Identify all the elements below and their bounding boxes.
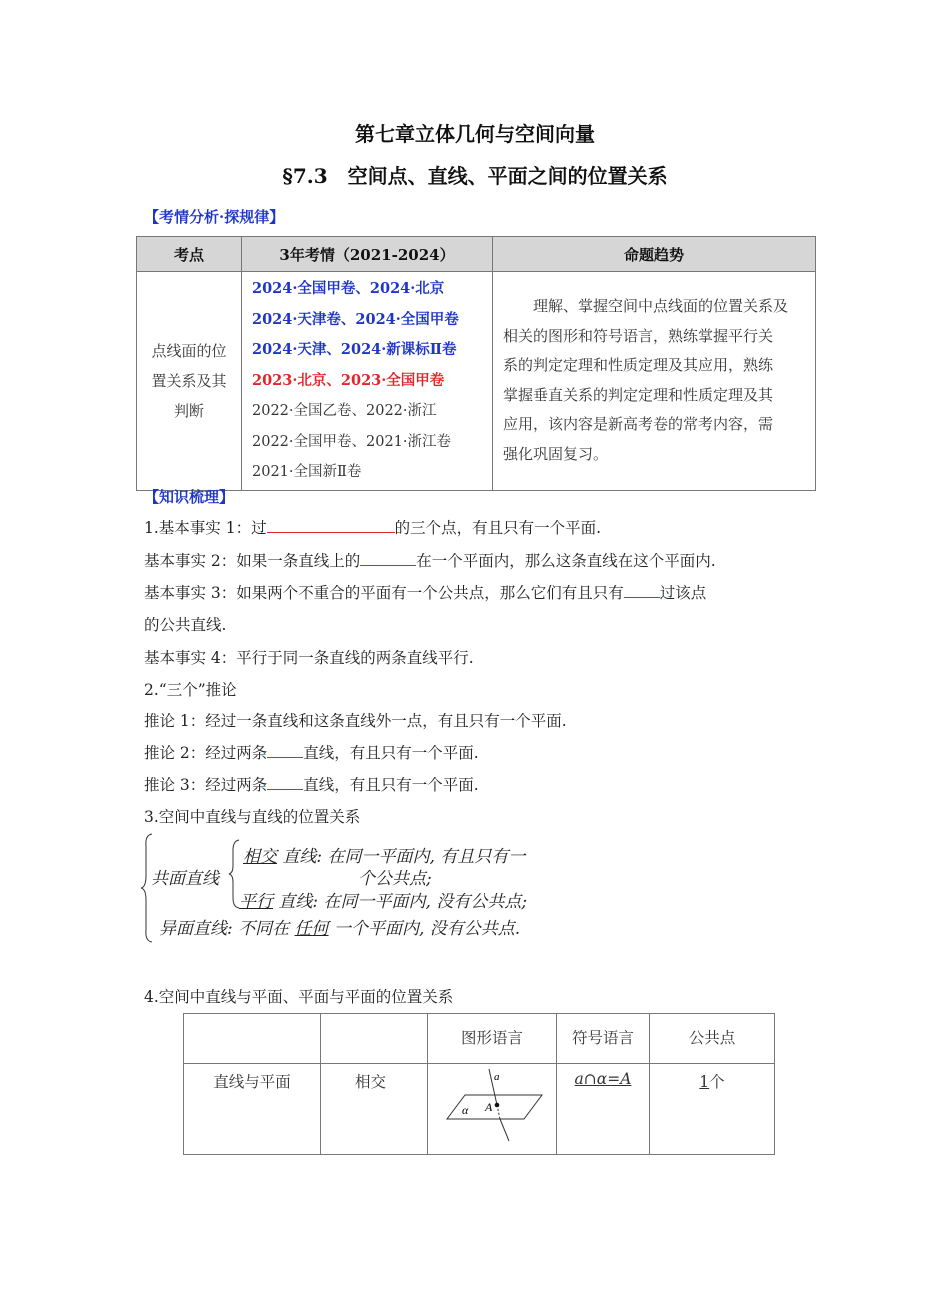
basic-fact-4: 基本事实 4：平行于同一条直线的两条直线平行.	[144, 649, 474, 667]
exam-year-entry: 2024·天津卷、2024·全国甲卷	[252, 310, 459, 328]
skew-lines-row	[159, 914, 520, 939]
subheading-line-relations: 3.空间中直线与直线的位置关系	[144, 808, 361, 826]
exam-year-entry: 2024·全国甲卷、2024·北京	[252, 280, 445, 297]
common-count: 1	[699, 1073, 710, 1091]
fig-plane-label: α	[462, 1103, 469, 1117]
skew-any-word: 任何	[294, 919, 329, 939]
fill-blank	[267, 773, 303, 790]
exam-analysis-table	[136, 236, 816, 491]
exam-analysis-heading: 【考情分析·探规律】	[144, 208, 285, 226]
trend-cell	[493, 272, 816, 491]
fact-text: 在一个平面内，那么这条直线在这个平面内.	[416, 552, 716, 570]
chapter-title: 第七章立体几何与空间向量	[355, 122, 595, 146]
skew-desc: 一个平面内, 没有公共点.	[328, 919, 521, 939]
basic-fact-3-cont: 的公共直线.	[144, 616, 227, 634]
subheading-corollaries: 2.“三个”推论	[144, 681, 237, 699]
header-empty	[321, 1014, 428, 1064]
intersection-point	[495, 1103, 500, 1108]
line-lower	[500, 1119, 509, 1141]
header-empty	[184, 1014, 321, 1064]
relation-table	[183, 1013, 775, 1155]
symbol-cell	[557, 1064, 650, 1155]
intersect-word: 相交	[243, 847, 277, 867]
corollary-2	[144, 741, 479, 763]
exam-year-entry: 2021·全国新Ⅱ卷	[252, 464, 362, 480]
basic-fact-2	[144, 549, 716, 571]
fill-blank	[267, 741, 303, 758]
figure-cell	[428, 1064, 557, 1155]
fact-text: 过该点	[659, 584, 707, 602]
basic-fact-3	[144, 581, 706, 603]
topic-line: 判断	[173, 401, 204, 420]
intersect-desc: 直线: 在同一平面内, 有且只有一	[277, 847, 526, 867]
fact-text: 基本事实 3：如果两个不重合的平面有一个公共点，那么它们有且只有	[144, 584, 624, 602]
fact-text: 基本事实 2：如果一条直线上的	[144, 552, 361, 570]
trend-line: 相关的图形和符号语言，熟练掌握平行关	[503, 326, 774, 345]
knowledge-heading: 【知识梳理】	[144, 488, 235, 506]
fill-blank	[267, 516, 395, 533]
parallel-lines-row	[239, 887, 527, 912]
common-points-cell	[650, 1064, 775, 1155]
basic-fact-1	[144, 516, 601, 538]
corollary-text: 直线，有且只有一个平面.	[303, 776, 479, 794]
corollary-1: 推论 1：经过一条直线和这条直线外一点，有且只有一个平面.	[144, 712, 567, 730]
table-header-row	[184, 1014, 775, 1064]
topic-line: 点线面的位	[151, 341, 227, 360]
topic-cell	[137, 272, 242, 491]
header-trend: 命题趋势	[493, 237, 816, 272]
trend-line: 掌握垂直关系的判定定理和性质定理及其	[503, 385, 774, 404]
line-plane-intersection-figure	[429, 1065, 555, 1153]
corollary-text: 推论 3：经过两条	[144, 776, 268, 794]
fact-text: 的三个点，有且只有一个平面.	[394, 519, 602, 537]
table-header-row	[137, 237, 816, 272]
corollary-3	[144, 773, 479, 795]
header-years: 3年考情（2021-2024）	[242, 237, 493, 272]
header-common-points: 公共点	[650, 1014, 775, 1064]
trend-line: 应用，该内容是新高考卷的常考内容，需	[503, 415, 774, 434]
skew-word: 异面直线	[159, 919, 227, 939]
coplanar-lines-label: 共面直线	[151, 869, 219, 889]
exam-year-entry: 2022·全国甲卷、2021·浙江卷	[252, 433, 452, 450]
fill-blank	[360, 549, 416, 566]
table-row	[184, 1064, 775, 1155]
exam-year-entry: 2024·天津、2024·新课标Ⅱ卷	[252, 341, 457, 358]
corollary-text: 直线，有且只有一个平面.	[303, 744, 479, 762]
parallel-word: 平行	[239, 892, 273, 912]
header-graphic-language: 图形语言	[428, 1014, 557, 1064]
relation-cell: 相交	[321, 1064, 428, 1155]
trend-line: 理解、掌握空间中点线面的位置关系及	[503, 297, 789, 316]
header-topic: 考点	[137, 237, 242, 272]
intersecting-lines-cont: 个公共点;	[358, 869, 432, 889]
fill-blank	[624, 581, 660, 598]
corollary-text: 推论 2：经过两条	[144, 744, 268, 762]
skew-desc: : 不同在	[227, 919, 295, 939]
exam-year-entry: 2023·北京、2023·全国甲卷	[252, 371, 445, 389]
trend-line: 系的判定定理和性质定理及其应用，熟练	[503, 356, 774, 375]
fig-line-label: a	[494, 1071, 500, 1083]
common-unit: 个	[709, 1073, 725, 1091]
fig-point-label: A	[485, 1100, 493, 1114]
header-symbol-language: 符号语言	[557, 1014, 650, 1064]
category-cell: 直线与平面	[184, 1064, 321, 1155]
table-row	[137, 272, 816, 491]
exam-year-entry: 2022·全国乙卷、2022·浙江	[252, 403, 437, 419]
years-cell	[242, 272, 493, 491]
subheading-line-plane-relations: 4.空间中直线与平面、平面与平面的位置关系	[144, 988, 454, 1006]
fact-text: 1.基本事实 1：过	[144, 519, 267, 537]
parallel-desc: 直线: 在同一平面内, 没有公共点;	[273, 892, 528, 912]
symbol-expression: a∩α=A	[574, 1070, 632, 1088]
topic-line: 置关系及其	[151, 371, 227, 390]
section-title: §7.3 空间点、直线、平面之间的位置关系	[282, 164, 668, 188]
trend-line: 强化巩固复习。	[503, 444, 609, 463]
